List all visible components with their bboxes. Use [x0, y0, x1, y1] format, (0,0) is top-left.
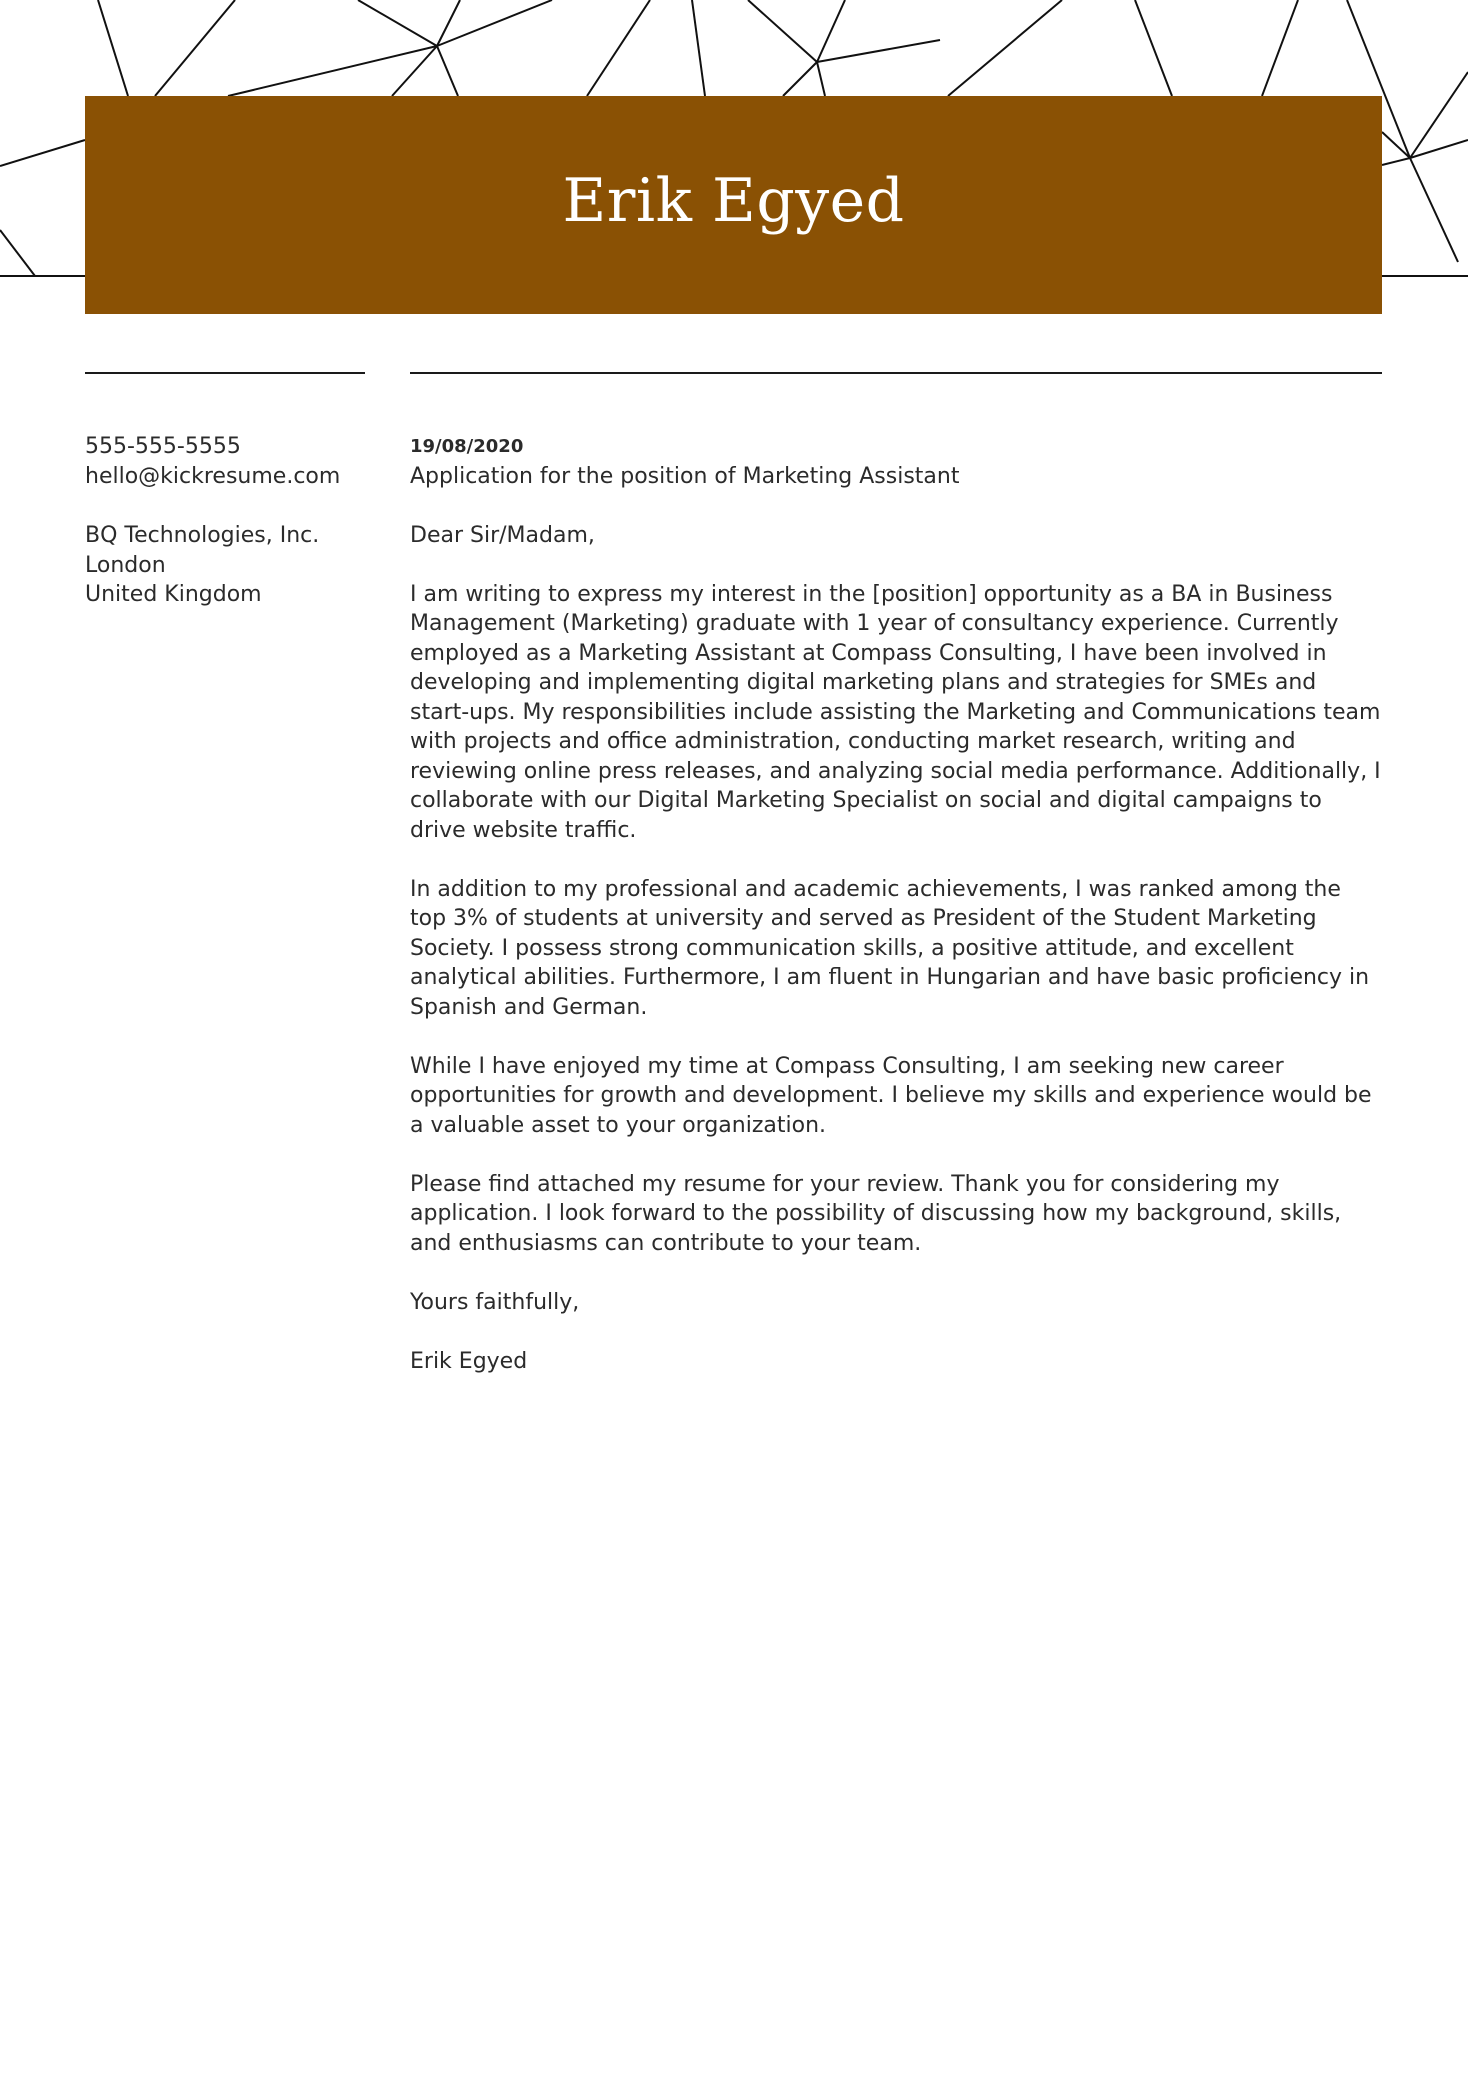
letter-body [410, 432, 1382, 1406]
recipient-company: BQ Technologies, Inc. [85, 523, 320, 548]
paragraph: While I have enjoyed my time at Compass Consulting, I am seeking new career opportunities for growth and development. I believe my skills and experience would be a valuable asset to your organization. [410, 1053, 1372, 1138]
email-address: hello@kickresume.com [85, 463, 341, 489]
contact-sidebar [85, 432, 385, 610]
paragraph: I am writing to express my interest in the [position] opportunity as a BA in Business Management (Marketing) graduate with 1 year of consultancy experience. Currently employed as a Marketing Assistant at Compass Consulting, I have been involved in developing and implementing digital marketing plans and strategies for SMEs and start-ups. My responsibilities include assisting the Marketing and Communications team with projects and office administration, conducting market research, writing and reviewing online press releases, and analyzing social media performance. Additionally, I collaborate with our Digital Marketing Specialist on social and digital campaigns to drive website traffic. [410, 581, 1381, 843]
phone-number: 555-555-5555 [85, 434, 241, 459]
letter-divider [410, 372, 1382, 374]
sidebar-divider [85, 372, 365, 374]
recipient-country: United Kingdom [85, 582, 262, 607]
applicant-name: Erik Egyed [562, 166, 905, 236]
header-band [85, 96, 1382, 314]
closing: Yours faithfully, [410, 1289, 580, 1315]
paragraph: Please find attached my resume for your review. Thank you for considering my application. I look forward to the possibility of discussing how my background, skills, and enthusiasms can contribute to your team. [410, 1171, 1342, 1256]
recipient-city: London [85, 552, 166, 578]
paragraph: In addition to my professional and academic achievements, I was ranked among the top 3% of students at university and served as President of the Student Marketing Society. I possess strong communication skills, a positive attitude, and excellent analytical abilities. Furthermore, I am fluent in Hungarian and have basic proficiency in Spanish and German. [410, 876, 1370, 1020]
letter-date: 19/08/2020 [410, 436, 524, 457]
salutation: Dear Sir/Madam, [410, 522, 595, 548]
signature: Erik Egyed [410, 1348, 528, 1374]
letter-subject: Application for the position of Marketing Assistant [410, 463, 960, 489]
